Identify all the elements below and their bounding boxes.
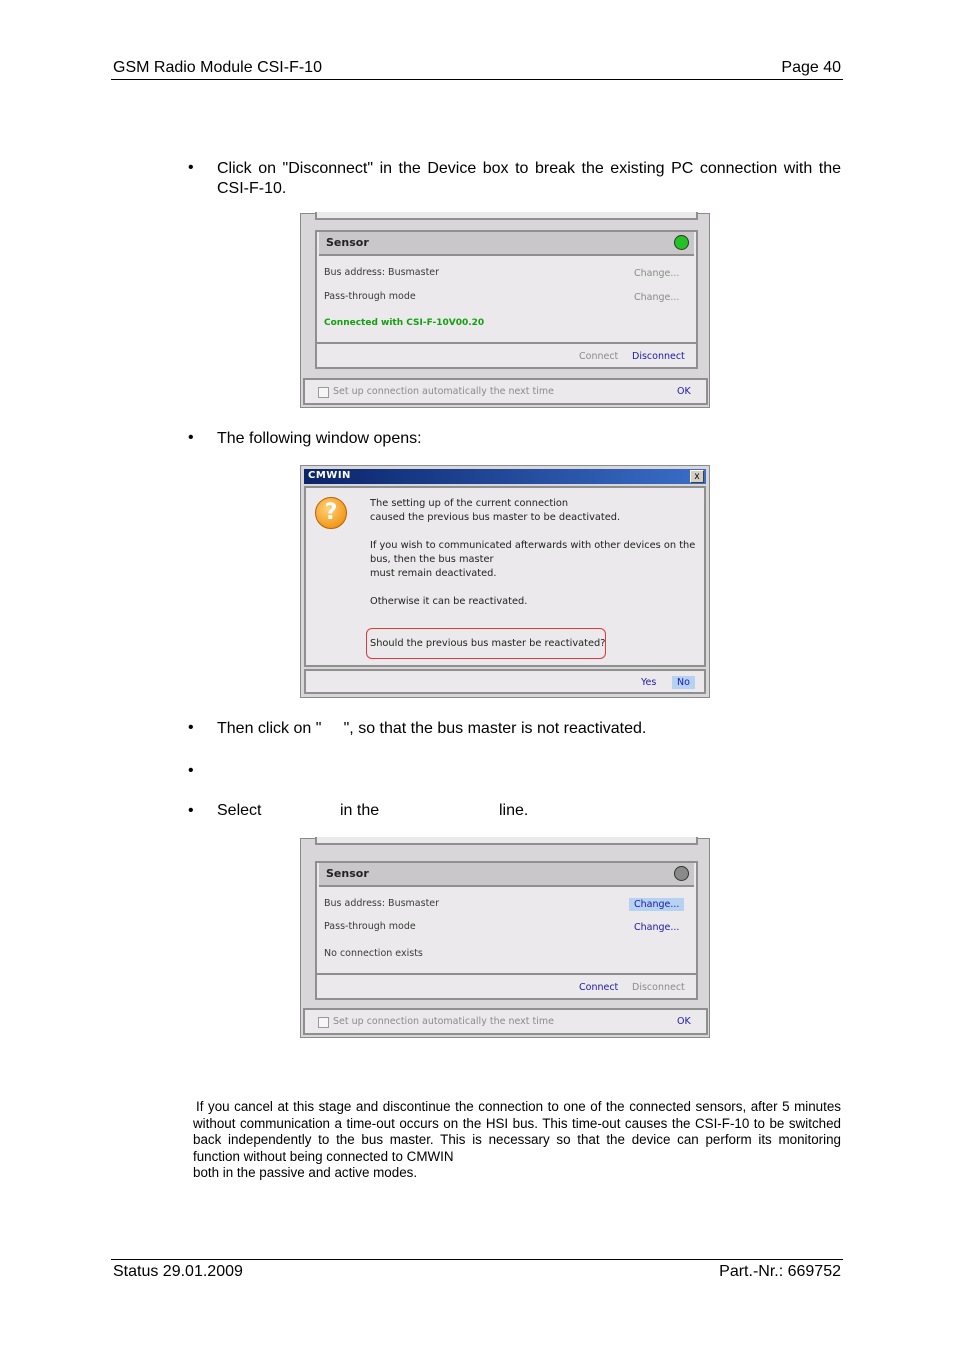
bullet-text-in-the: in the <box>340 802 380 819</box>
change-pass-through-button[interactable]: Change... <box>634 292 680 303</box>
dialog-line-3: If you wish to communicated afterwards with other devices on the <box>370 540 696 551</box>
dialog-line-6: Otherwise it can be reactivated. <box>370 596 528 607</box>
sensor-box <box>315 230 698 369</box>
page-number: Page 40 <box>781 59 841 76</box>
footer-status: Status 29.01.2009 <box>113 1263 243 1280</box>
sensor-panel-disconnected <box>300 838 710 1038</box>
divider <box>317 973 696 975</box>
pass-through-label: Pass-through mode <box>324 291 416 302</box>
bullet-dot: • <box>188 719 194 736</box>
divider <box>317 342 696 344</box>
sensor-title: Sensor <box>326 867 369 880</box>
auto-connect-label: Set up connection automatically the next time <box>333 1016 554 1027</box>
question-icon: ? <box>315 497 347 529</box>
ok-button[interactable]: OK <box>677 386 691 397</box>
yes-button[interactable]: Yes <box>641 677 657 688</box>
ok-button[interactable]: OK <box>677 1016 691 1027</box>
sensor-titlebar <box>319 863 694 887</box>
close-icon[interactable]: x <box>690 470 704 483</box>
connection-status: No connection exists <box>324 948 423 959</box>
header-rule <box>111 79 843 80</box>
disconnect-button[interactable]: Disconnect <box>632 351 685 362</box>
change-bus-address-button[interactable]: Change... <box>634 268 680 279</box>
change-bus-address-button[interactable]: Change... <box>629 898 684 911</box>
status-led-icon <box>674 235 689 250</box>
bullet-dot: • <box>188 159 194 176</box>
bus-address-label: Bus address: Busmaster <box>324 898 440 909</box>
dialog-line-1: The setting up of the current connection <box>370 498 569 509</box>
auto-connect-checkbox[interactable] <box>318 387 329 398</box>
auto-connect-bar <box>303 1008 708 1035</box>
pass-through-label: Pass-through mode <box>324 921 416 932</box>
dialog-line-2: caused the previous bus master to be deactivated. <box>370 512 621 523</box>
sensor-box <box>315 861 698 1000</box>
no-button[interactable]: No <box>672 676 695 689</box>
bullet-dot: • <box>188 802 194 819</box>
timeout-note: If you cancel at this stage and discontinue the connection to one of the connected sensors, after 5 minutes without communication a time-out occurs on the HSI bus. This time-out causes the CSI-F-10 to be switched back independently to the bus master. This is necessary so that the device can perform its monitoring function without being connected to CMWIN <box>193 1099 841 1164</box>
sensor-panel-connected <box>300 213 710 408</box>
footer-part-number: Part.-Nr.: 669752 <box>719 1263 841 1280</box>
header-title: GSM Radio Module CSI-F-10 <box>113 59 322 76</box>
bullet-dot: • <box>188 429 194 446</box>
bullet-text-line: line. <box>499 802 529 819</box>
bullet-dot: • <box>188 762 194 779</box>
connect-button[interactable]: Connect <box>579 351 619 362</box>
connect-button[interactable]: Connect <box>579 982 619 993</box>
sensor-title: Sensor <box>326 236 369 249</box>
dialog-button-bar <box>304 669 706 694</box>
auto-connect-bar <box>303 378 708 405</box>
dialog-body <box>304 486 706 667</box>
timeout-note-last-line: both in the passive and active modes. <box>193 1165 418 1180</box>
dialog-line-4: bus, then the bus master <box>370 554 494 565</box>
disconnect-button[interactable]: Disconnect <box>632 982 685 993</box>
cmwin-dialog <box>300 465 710 698</box>
bullet-text-disconnect: Click on "Disconnect" in the Device box to break the existing PC connection with the CSI-F-10. <box>217 160 841 197</box>
bullet-text-select: Select <box>217 802 262 819</box>
panel-top-edge <box>315 837 698 845</box>
dialog-titlebar <box>304 469 706 484</box>
dialog-title: CMWIN <box>308 470 351 481</box>
bus-address-label: Bus address: Busmaster <box>324 267 440 278</box>
bullet-text-window-opens: The following window opens: <box>217 430 422 447</box>
footer-rule <box>111 1259 843 1260</box>
dialog-line-5: must remain deactivated. <box>370 568 497 579</box>
change-pass-through-button[interactable]: Change... <box>634 922 680 933</box>
dialog-question: Should the previous bus master be reactivated? <box>370 638 606 649</box>
panel-top-edge <box>315 212 698 220</box>
auto-connect-label: Set up connection automatically the next time <box>333 386 554 397</box>
sensor-titlebar <box>319 232 694 256</box>
auto-connect-checkbox[interactable] <box>318 1017 329 1028</box>
status-led-icon <box>674 866 689 881</box>
connection-status: Connected with CSI-F-10V00.20 <box>324 318 485 328</box>
bullet-text-click-no: Then click on " ", so that the bus master is not reactivated. <box>217 720 647 737</box>
